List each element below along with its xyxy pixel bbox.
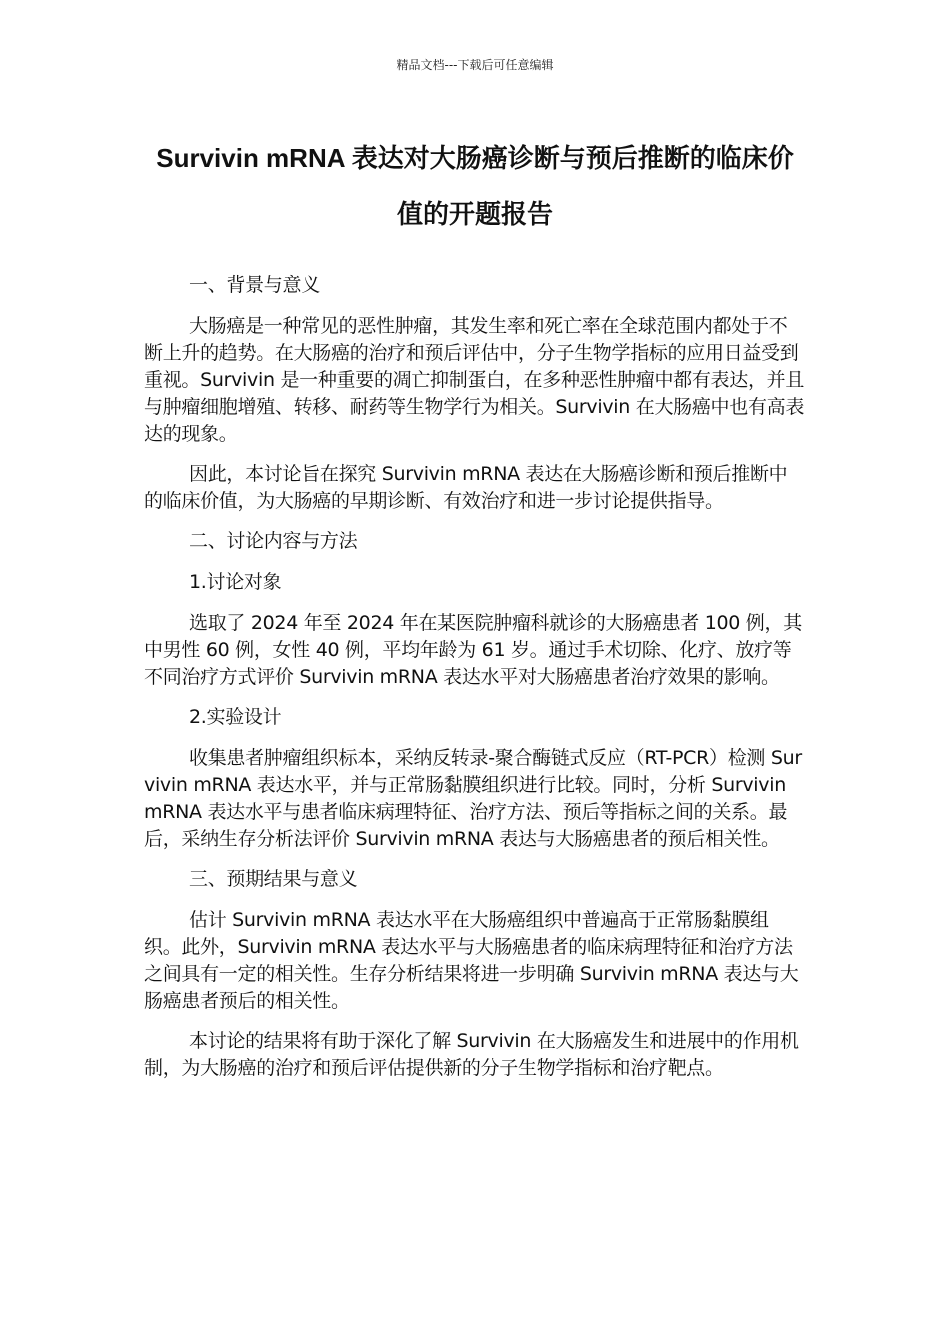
subheading-subjects: 1.讨论对象 bbox=[189, 571, 282, 593]
header-note: 精品文档---下载后可任意编辑 bbox=[396, 58, 554, 72]
paragraph-subjects: 选取了 2024 年至 2024 年在某医院肿瘤科就诊的大肠癌患者 100 例，其中男性 60 例，女性 40 例，平均年龄为 61 岁。通过手术切除、化疗、放疗等不同治疗方式评价 Survivin mRNA 表达水平对大肠癌患者治疗效果的影响。 bbox=[144, 612, 802, 688]
subheading-design: 2.实验设计 bbox=[189, 706, 282, 728]
paragraph-design: 收集患者肿瘤组织标本，采纳反转录-聚合酶链式反应（RT-PCR）检测 Survivin mRNA 表达水平，并与正常肠黏膜组织进行比较。同时，分析 Survivin mRNA 表达水平与患者临床病理特征、治疗方法、预后等指标之间的关系。最后，采纳生存分析法评价 Survivin mRNA 表达与大肠癌患者的预后相关性。 bbox=[144, 747, 802, 850]
section-heading-methods: 二、讨论内容与方法 bbox=[189, 530, 358, 552]
section-heading-results: 三、预期结果与意义 bbox=[189, 868, 358, 890]
paragraph-background: 大肠癌是一种常见的恶性肿瘤，其发生率和死亡率在全球范围内都处于不断上升的趋势。在大肠癌的治疗和预后评估中，分子生物学指标的应用日益受到重视。Survivin 是一种重要的凋亡抑制蛋白，在多种恶性肿瘤中都有表达，并且与肿瘤细胞增殖、转移、耐药等生物学行为相关。Survivin 在大肠癌中也有高表达的现象。 bbox=[144, 315, 805, 445]
paragraph-significance: 本讨论的结果将有助于深化了解 Survivin 在大肠癌发生和进展中的作用机制，为大肠癌的治疗和预后评估提供新的分子生物学指标和治疗靶点。 bbox=[144, 1030, 799, 1079]
paragraph-expected-results: 估计 Survivin mRNA 表达水平在大肠癌组织中普遍高于正常肠黏膜组织。此外，Survivin mRNA 表达水平与大肠癌患者的临床病理特征和治疗方法之间具有一定的相关性。生存分析结果将进一步明确 Survivin mRNA 表达与大肠癌患者预后的相关性。 bbox=[144, 909, 799, 1012]
document-body bbox=[144, 272, 806, 1095]
section-heading-background: 一、背景与意义 bbox=[189, 274, 320, 296]
document-title: Survivin mRNA 表达对大肠癌诊断与预后推断的临床价值的开题报告 bbox=[156, 143, 794, 229]
paragraph-purpose: 因此，本讨论旨在探究 Survivin mRNA 表达在大肠癌诊断和预后推断中的临床价值，为大肠癌的早期诊断、有效治疗和进一步讨论提供指导。 bbox=[144, 463, 788, 512]
